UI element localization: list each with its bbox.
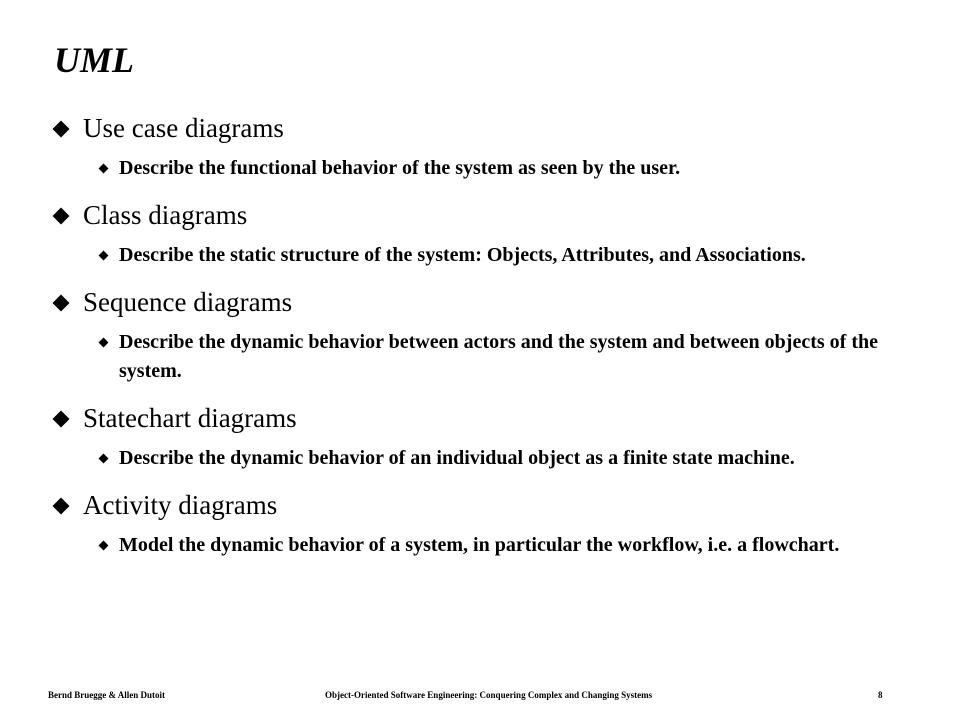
- bullet-item-statechart: [50, 400, 930, 473]
- bullet-heading-row: [50, 400, 930, 436]
- bullet-heading: Activity diagrams: [83, 490, 278, 520]
- bullet-detail: Model the dynamic behavior of a system, in particular the workflow, i.e. a flowchart.: [119, 534, 840, 556]
- bullet-item-sequence: [50, 284, 930, 386]
- small-diamond-bullet-icon: [99, 164, 109, 174]
- bullet-detail-row: [100, 241, 930, 270]
- small-diamond-bullet-icon: [99, 541, 109, 551]
- bullet-heading: Class diagrams: [83, 200, 248, 230]
- bullet-heading: Use case diagrams: [83, 113, 284, 143]
- footer-book-title: Object-Oriented Software Engineering: Conquering Complex and Changing Systems: [325, 690, 653, 700]
- bullet-item-use-case: [50, 110, 930, 183]
- small-diamond-bullet-icon: [99, 338, 109, 348]
- diamond-bullet-icon: [53, 208, 70, 225]
- bullet-detail-row: [100, 531, 930, 560]
- small-diamond-bullet-icon: [99, 454, 109, 464]
- bullet-heading-row: [50, 487, 930, 523]
- bullet-item-activity: [50, 487, 930, 560]
- bullet-heading: Sequence diagrams: [83, 287, 293, 317]
- footer-page-number: 8: [878, 690, 883, 700]
- diamond-bullet-icon: [53, 121, 70, 138]
- bullet-item-class: [50, 197, 930, 270]
- bullet-detail: Describe the static structure of the system: Objects, Attributes, and Associations.: [119, 244, 806, 266]
- diamond-bullet-icon: [53, 295, 70, 312]
- bullet-detail: Describe the dynamic behavior between actors and the system and between objects of the system.: [119, 331, 878, 382]
- bullet-heading-row: [50, 197, 930, 233]
- bullet-heading: Statechart diagrams: [83, 403, 297, 433]
- slide-title: UML: [54, 40, 134, 80]
- bullet-heading-row: [50, 284, 930, 320]
- bullet-detail-row: [100, 444, 930, 473]
- bullet-detail-row: [100, 328, 930, 386]
- bullet-list: [50, 110, 930, 574]
- bullet-detail-row: [100, 154, 930, 183]
- bullet-detail: Describe the functional behavior of the system as seen by the user.: [119, 157, 681, 179]
- bullet-heading-row: [50, 110, 930, 146]
- diamond-bullet-icon: [53, 498, 70, 515]
- small-diamond-bullet-icon: [99, 251, 109, 261]
- diamond-bullet-icon: [53, 411, 70, 428]
- bullet-detail: Describe the dynamic behavior of an individual object as a finite state machine.: [119, 447, 795, 469]
- footer-authors: Bernd Bruegge & Allen Dutoit: [48, 690, 165, 700]
